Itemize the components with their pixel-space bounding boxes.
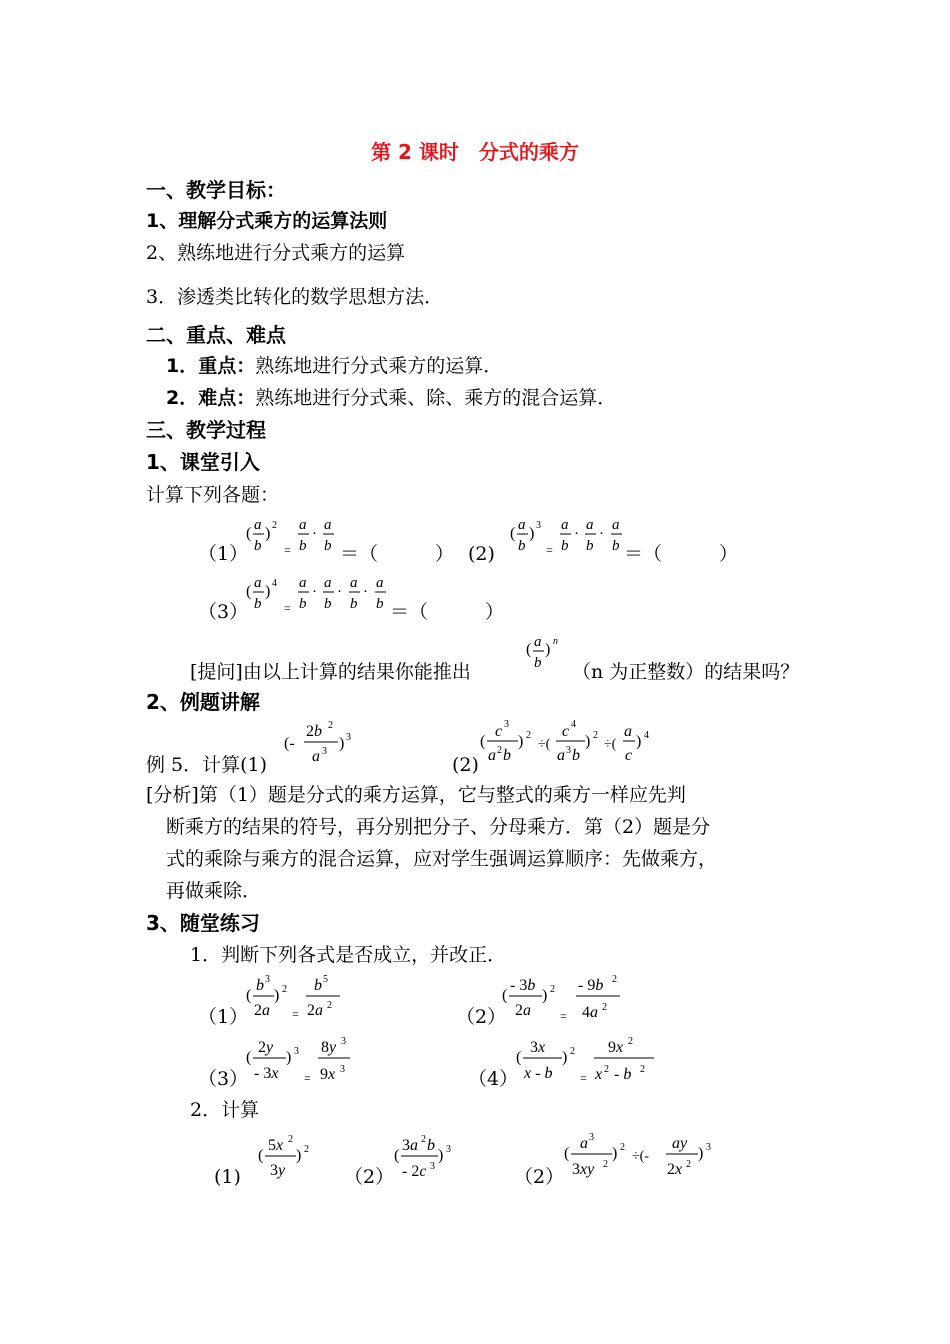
svg-text:·: ·: [363, 584, 368, 600]
subsection-practice: 3、随堂练习: [146, 911, 260, 935]
svg-text:): ): [274, 987, 280, 1004]
svg-text:a: a: [350, 575, 358, 591]
calc-formula-3: [562, 1128, 722, 1184]
svg-text:=: =: [284, 543, 291, 557]
svg-text:(: (: [516, 1049, 522, 1066]
svg-text:ay: ay: [672, 1135, 688, 1152]
svg-text:2: 2: [304, 1144, 309, 1155]
intro-blank-3: ＝（ ）: [390, 601, 505, 623]
svg-text:2: 2: [421, 1134, 426, 1145]
svg-text:b: b: [324, 596, 332, 612]
svg-text:b: b: [534, 655, 542, 671]
svg-text:b: b: [324, 538, 332, 554]
svg-text:4a: 4a: [582, 1004, 598, 1021]
calc-number-1: (1): [214, 1166, 241, 1188]
svg-text:(: (: [246, 583, 252, 600]
page-title: 第 2 课时 分式的乘方: [371, 140, 579, 164]
svg-text:a: a: [299, 575, 307, 591]
svg-text:2: 2: [570, 1046, 575, 1057]
example-formula-1: [282, 718, 362, 768]
svg-text:9x: 9x: [608, 1039, 624, 1056]
example-number-2: (2): [452, 754, 479, 776]
svg-text:- 9b: - 9b: [578, 977, 604, 994]
svg-text:x - b: x - b: [524, 1065, 553, 1082]
objective-item-1: 1、理解分式乘方的运算法则: [146, 210, 388, 232]
practice-number-3: （3）: [198, 1068, 249, 1090]
subsection-examples: 2、例题讲解: [146, 690, 260, 714]
svg-text:): ): [518, 733, 524, 750]
svg-text:3: 3: [346, 732, 351, 743]
analysis-line-4: 再做乘除．: [166, 880, 262, 902]
svg-text:8y: 8y: [321, 1039, 337, 1056]
svg-text:b: b: [503, 747, 511, 764]
svg-text:a: a: [299, 517, 307, 533]
svg-text:): ): [698, 1145, 704, 1162]
difficulty-text: 熟练地进行分式乘、除、乘方的混合运算．: [255, 387, 617, 409]
svg-text:- 3x: - 3x: [254, 1065, 279, 1082]
svg-text:·: ·: [337, 584, 342, 600]
svg-text:a: a: [488, 747, 496, 764]
intro-formula-3: [244, 570, 414, 618]
intro-number-3: （3）: [198, 601, 249, 623]
svg-text:2a: 2a: [307, 1002, 323, 1019]
svg-text:·: ·: [312, 526, 317, 542]
svg-text:): ): [529, 525, 535, 542]
svg-text:·: ·: [599, 526, 604, 542]
svg-text:b: b: [572, 747, 580, 764]
svg-text:=: =: [304, 1071, 311, 1085]
svg-text:b: b: [254, 596, 262, 612]
svg-text:a: a: [612, 517, 620, 533]
practice-formula-4: [514, 1034, 664, 1088]
svg-text:3: 3: [430, 1161, 435, 1172]
svg-text:2: 2: [640, 1064, 645, 1075]
svg-text:a: a: [324, 575, 332, 591]
svg-text:- 3b: - 3b: [510, 977, 536, 994]
svg-text:2: 2: [282, 984, 287, 995]
svg-text:5x: 5x: [268, 1137, 284, 1154]
svg-text:2: 2: [593, 730, 598, 741]
svg-text:3: 3: [294, 1046, 299, 1057]
practice-formula-3: [244, 1034, 364, 1088]
svg-text:x: x: [595, 1066, 603, 1083]
subsection-intro: 1、课堂引入: [146, 450, 260, 474]
svg-text:3: 3: [566, 745, 571, 756]
practice-formula-1: [244, 972, 354, 1024]
svg-text:a: a: [376, 575, 384, 591]
svg-text:b: b: [299, 596, 307, 612]
svg-text:3xy: 3xy: [572, 1161, 595, 1178]
intro-blank-1: ＝（ ）: [340, 543, 455, 565]
svg-text:): ): [265, 525, 271, 542]
practice-formula-2: [500, 972, 630, 1026]
svg-text:2: 2: [602, 1002, 607, 1013]
svg-text:3: 3: [265, 974, 270, 985]
svg-text:a: a: [254, 575, 262, 591]
svg-text:): ): [438, 1147, 444, 1164]
svg-text:2x: 2x: [667, 1161, 683, 1178]
svg-text:b: b: [561, 538, 569, 554]
example-label: 例 5．计算(1): [146, 754, 268, 776]
svg-text:3: 3: [589, 1132, 594, 1143]
svg-text:b: b: [254, 538, 262, 554]
svg-text:3: 3: [446, 1144, 451, 1155]
question-formula: [524, 630, 564, 676]
svg-text:2y: 2y: [258, 1039, 274, 1056]
example-formula-2: [478, 716, 678, 770]
svg-text:3x: 3x: [530, 1039, 546, 1056]
section-heading-objectives: 一、教学目标：: [146, 178, 286, 202]
svg-text:a: a: [518, 517, 526, 533]
practice-number-4: （4）: [468, 1068, 519, 1090]
svg-text:2: 2: [628, 1036, 633, 1047]
svg-text:·: ·: [312, 584, 317, 600]
svg-text:3: 3: [340, 1064, 345, 1075]
svg-text:b: b: [256, 977, 264, 994]
svg-text:(: (: [510, 525, 516, 542]
svg-text:2: 2: [497, 745, 502, 756]
svg-text:2: 2: [327, 1000, 332, 1011]
objective-item-3: 3．渗透类比转化的数学思想方法．: [146, 286, 444, 308]
svg-text:2: 2: [328, 720, 333, 731]
svg-text:2: 2: [686, 1159, 691, 1170]
svg-text:4: 4: [571, 719, 576, 730]
svg-text:b: b: [612, 538, 620, 554]
svg-text:): ): [585, 733, 591, 750]
svg-text:): ): [265, 583, 271, 600]
svg-text:b: b: [350, 596, 358, 612]
svg-text:(: (: [246, 525, 252, 542]
svg-text:2: 2: [612, 974, 617, 985]
practice-number-1: （1）: [198, 1006, 249, 1028]
analysis-line-1: [分析]第（1）题是分式的乘方运算，它与整式的乘方一样应先判: [146, 784, 686, 806]
question-suffix: （n 为正整数）的结果吗？: [572, 661, 800, 683]
practice-instruction-2: 2．计算: [190, 1099, 260, 1121]
analysis-paragraph: [146, 779, 826, 907]
svg-text:=: =: [284, 601, 291, 615]
svg-text:(: (: [246, 1049, 252, 1066]
svg-text:4: 4: [272, 578, 277, 589]
svg-text:b: b: [314, 977, 322, 994]
svg-text:a: a: [624, 723, 632, 740]
svg-text:): ): [612, 1145, 618, 1162]
svg-text:n: n: [553, 636, 558, 647]
svg-text:2a: 2a: [515, 1002, 531, 1019]
svg-text:9x: 9x: [320, 1066, 336, 1083]
svg-text:- 2c: - 2c: [402, 1163, 427, 1180]
svg-text:2: 2: [526, 730, 531, 741]
svg-text:): ): [562, 1049, 568, 1066]
svg-text:2a: 2a: [254, 1002, 270, 1019]
svg-text:a: a: [557, 747, 565, 764]
svg-text:3: 3: [504, 719, 509, 730]
svg-text:a: a: [561, 517, 569, 533]
svg-text:3a: 3a: [402, 1137, 418, 1154]
intro-blank-2: ＝（ ）: [624, 543, 739, 565]
section-heading-key-points: 二、重点、难点: [146, 323, 286, 347]
calc-number-3: （2）: [514, 1166, 565, 1188]
svg-text:3: 3: [536, 520, 541, 531]
svg-text:2: 2: [550, 984, 555, 995]
svg-text:(: (: [258, 1147, 264, 1164]
svg-text:c: c: [495, 723, 503, 740]
calc-formula-1: [256, 1130, 326, 1184]
svg-text:): ): [542, 987, 548, 1004]
svg-text:(: (: [394, 1147, 400, 1164]
svg-text:÷(-: ÷(-: [632, 1149, 650, 1164]
svg-text:c: c: [562, 723, 570, 740]
svg-text:2b: 2b: [306, 723, 322, 740]
svg-text:b: b: [376, 596, 384, 612]
svg-text:(: (: [526, 641, 532, 658]
practice-number-2: （2）: [456, 1006, 507, 1028]
key-point-text: 熟练地进行分式乘方的运算．: [255, 355, 503, 377]
svg-text:a: a: [254, 517, 262, 533]
objective-item-2: 2、熟练地进行分式乘方的运算: [146, 242, 406, 264]
calc-formula-2: [392, 1130, 472, 1184]
svg-text:a: a: [534, 634, 542, 650]
svg-text:3: 3: [706, 1142, 711, 1153]
svg-text:=: =: [292, 1007, 299, 1021]
analysis-line-3: 式的乘除与乘方的混合运算，应对学生强调运算顺序：先做乘方，: [166, 848, 718, 870]
svg-text:): ): [286, 1049, 292, 1066]
svg-text:a: a: [586, 517, 594, 533]
svg-text:b: b: [299, 538, 307, 554]
svg-text:3: 3: [341, 1036, 346, 1047]
svg-text:): ): [636, 733, 642, 750]
svg-text:2: 2: [272, 520, 277, 531]
svg-text:): ): [339, 735, 345, 752]
intro-instruction: 计算下列各题：: [146, 484, 280, 506]
key-point-line: [166, 353, 502, 379]
analysis-line-2: 断乘方的结果的符号，再分别把分子、分母乘方．第（2）题是分: [166, 816, 711, 838]
intro-number-2: (2): [468, 543, 495, 565]
difficulty-label: 2．难点：: [166, 387, 256, 409]
svg-text:(: (: [564, 1145, 570, 1162]
svg-text:- b: - b: [614, 1066, 632, 1083]
svg-text:2: 2: [603, 1159, 608, 1170]
intro-number-1: （1）: [198, 543, 249, 565]
question-prefix: [提问]由以上计算的结果你能推出: [190, 661, 471, 683]
svg-text:4: 4: [644, 730, 649, 741]
svg-text:2: 2: [604, 1064, 609, 1075]
section-heading-process: 三、教学过程: [146, 418, 266, 442]
practice-instruction-1: 1．判断下列各式是否成立，并改正．: [190, 944, 507, 966]
key-point-label: 1．重点：: [166, 355, 256, 377]
svg-text:a: a: [580, 1135, 588, 1152]
svg-text:2: 2: [288, 1134, 293, 1145]
svg-text:(: (: [502, 987, 508, 1004]
svg-text:=: =: [560, 1009, 567, 1023]
calc-number-2: （2）: [344, 1166, 395, 1188]
svg-text:(-: (-: [284, 735, 295, 752]
svg-text:=: =: [546, 543, 553, 557]
svg-text:): ): [296, 1147, 302, 1164]
svg-text:3y: 3y: [270, 1162, 286, 1179]
svg-text:b: b: [586, 538, 594, 554]
difficulty-line: [166, 385, 616, 411]
svg-text:3: 3: [322, 746, 327, 757]
svg-text:a: a: [312, 748, 320, 765]
svg-text:b: b: [518, 538, 526, 554]
svg-text:): ): [545, 641, 551, 658]
svg-text:a: a: [324, 517, 332, 533]
svg-text:·: ·: [574, 526, 579, 542]
svg-text:b: b: [427, 1137, 435, 1154]
svg-text:÷(: ÷(: [538, 737, 551, 752]
svg-text:÷(: ÷(: [604, 737, 617, 752]
svg-text:=: =: [580, 1071, 587, 1085]
svg-text:5: 5: [323, 974, 328, 985]
svg-text:2: 2: [620, 1142, 625, 1153]
svg-text:c: c: [625, 747, 633, 764]
svg-text:(: (: [480, 733, 486, 750]
svg-text:(: (: [246, 987, 252, 1004]
